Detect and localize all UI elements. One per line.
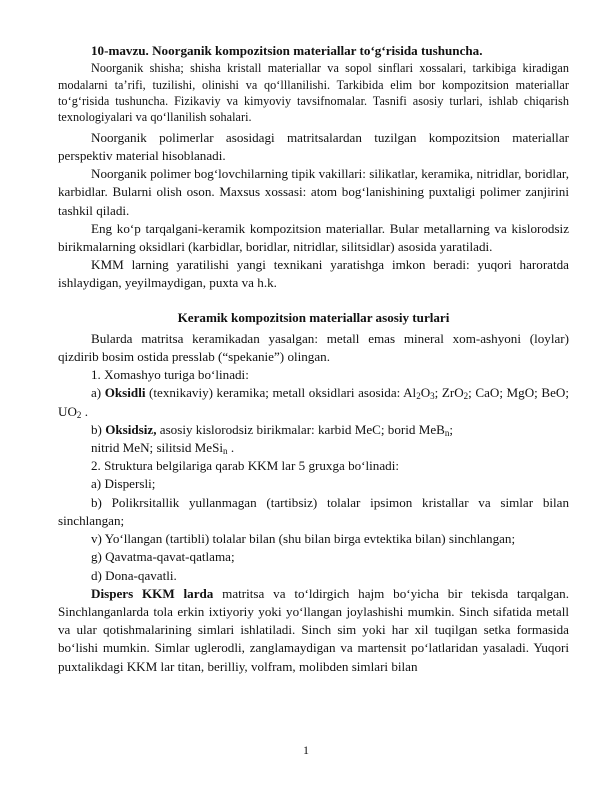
list-item: d) Dona-qavatli. [91,567,177,583]
page-number: 1 [303,743,309,757]
document-page [58,42,569,676]
list-intro: 1. Xomashyo turiga bo‘linadi: [91,367,249,383]
section-heading: Keramik kompozitsion materiallar asosiy turlari [177,309,450,325]
list-item-continued: nitrid MeN; silitsid MeSi$_n$ . [91,440,235,457]
list-item: b) Oksidsiz, asosiy kislorodsiz birikmalar: karbid MeC; borid MeB$_n$; [91,421,454,438]
list-item: v) Yo‘llangan (tartibli) tolalar bilan (shu bilan birga evtektika bilan) sinchlangan; [91,531,516,547]
list-item: b) Polikrsitallik yullanmagan (tartibsiz) tolalar ipsimon kristallar va simlar bilan sinchlangan; [58,494,569,528]
paragraph: Noorganik polimer bog‘lovchilarning tipik vakillari: silikatlar, keramika, nitridlar, boridlar, karbidlar. Bularni olish oson. Maxsus xossasi: atom bog‘lanishining puxtaligi polimer zanjirini tashkil qiladi. [58,166,569,218]
paragraph: Eng ko‘p tarqalgani-keramik kompozitsion materiallar. Bular metallarning va kislorodsiz birikmalarning oksidlari (karbidlar, boridlar, nitridlar, silitsidlar) asosida yaratiladi. [58,220,569,255]
list-item: g) Qavatma-qavat-qatlama; [91,549,235,565]
list-item: a) Dispersli; [91,476,156,492]
lecture-title: 10-mavzu. Noorganik kompozitsion materiallar to‘g‘risida tushuncha. [91,43,483,58]
topic-abstract: Noorganik shisha; shisha kristall materiallar va sopol sinflari xossalari, tarkibiga kiradigan modalarni ta’rifi, tuzilishi, olinishi va qo‘lllanilishi. Tarkibida elim bor kompozitsion materiallar to‘g‘risida tushuncha. Fizikaviy va kimyoviy tavsifnomalar. Tasnifi asosiy turlari, ishlab chiqarish texnologiyalari va qo‘llanilish sohalari. [58,61,569,125]
term-bold: Oksidsiz, [105,421,157,437]
list-intro: 2. Struktura belgilariga qarab KKM lar 5 gruxga bo‘linadi: [91,458,399,474]
paragraph: Bularda matritsa keramikadan yasalgan: metall emas mineral xom-ashyoni (loylar) qizdirib bosim ostida presslab (“spekanie”) olingan. [58,330,569,365]
term-bold: Oksidli [104,385,146,401]
term-bold: Dispers KKM larda [91,585,214,601]
paragraph: Noorganik polimerlar asosidagi matritsalardan tuzilgan kompozitsion materiallar perspektiv material hisoblanadi. [58,129,569,164]
paragraph: KMM larning yaratilishi yangi texnikani yaratishga imkon beradi: yuqori haroratda ishlaydigan, yeyilmaydigan, puxta va h.k. [58,257,569,291]
paragraph: Dispers KKM larda matritsa va to‘ldirgich hajm bo‘yicha bir tekisda tarqalgan. Sinchlanganlarda tola erkin ixtiyoriy yoki yo‘llangan joylashishi mumkin. Sinch sifatida metall va ular qotishmalarining simlari ishlatiladi. Sinch sim yoki har xil tuqilgan setka formasida bo‘lishi mumkin. Simlar uglerodli, zanglamaydigan va martensit po‘latlaridan yasaladi. Yuqori puxtalikdagi KKM lar titan, berilliy, volfram, molibden simlari bilan [58,585,569,674]
list-item: a) Oksidli (texnikaviy) keramika; metall oksidlari asosida: $Al_2O_3$; ZrO$_2$; CaO; MgO; BeO; $UO_2$ . [58,385,569,420]
